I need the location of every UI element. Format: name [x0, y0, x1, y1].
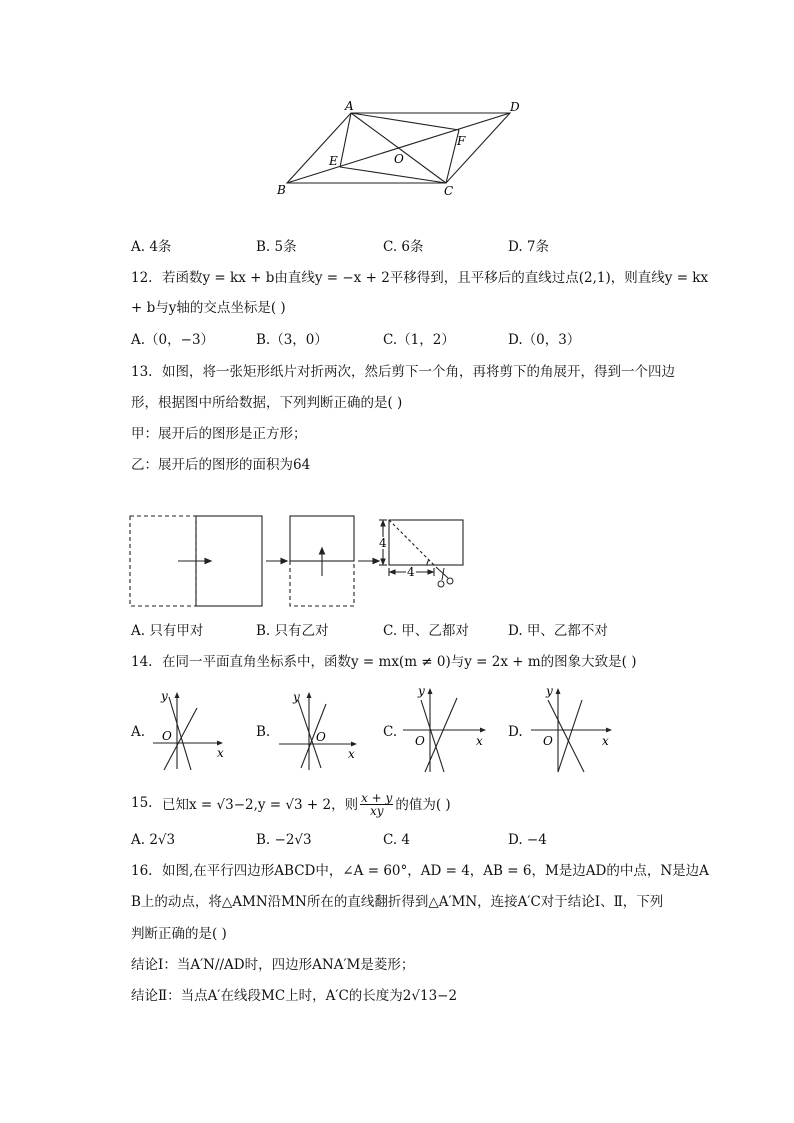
- q14-option-c-letter: C.: [383, 724, 398, 740]
- q11-option-a: A. 4条: [131, 239, 172, 255]
- fold2-arrow-head: [320, 548, 325, 554]
- q14-option-a-letter: A.: [131, 724, 146, 740]
- q15-line1: [162, 793, 451, 817]
- q13-option-a: A. 只有甲对: [131, 623, 204, 639]
- q13-number: 13.: [131, 364, 153, 380]
- svg-text:y: y: [418, 684, 425, 698]
- scissors-icon: [436, 567, 453, 587]
- q14-option-b-letter: B.: [256, 724, 271, 740]
- q12-option-d: D.（0，3）: [508, 332, 581, 348]
- q16-line1: 如图,在平行四边形ABCD中，∠A = 60°，AD = 4，AB = 6，M是边AD的中点，N是边A: [162, 863, 709, 879]
- paper-folding-figure: [126, 510, 466, 612]
- cut-line: [389, 520, 434, 565]
- q13-line1: 如图，将一张矩形纸片对折两次，然后剪下一个角，再将剪下的角展开，得到一个四边: [162, 364, 675, 380]
- q15-option-c: C. 4: [383, 832, 411, 848]
- step-arrow-1-head: [281, 559, 287, 564]
- q13-line2: 形，根据图中所给数据，下列判断正确的是( ): [131, 395, 403, 411]
- q14-number: 14.: [131, 654, 153, 670]
- q12-line1: 若函数y = kx + b由直线y = −x + 2平移得到，且平移后的直线过点(2,1)，则直线y = kx: [162, 270, 709, 286]
- label-o: O: [394, 152, 404, 166]
- q12-option-a: A.（0，−3）: [131, 332, 215, 348]
- segment-ae: [340, 113, 351, 167]
- dim-horizontal-label: 4: [407, 565, 415, 579]
- q14-graph-d: [528, 682, 618, 774]
- q16-conclusion-2: 结论Ⅱ：当点A′在线段MC上时，A′C的长度为2√13−2: [131, 988, 458, 1004]
- diagonal-bd: [287, 113, 510, 183]
- q12-option-c: C.（1，2）: [383, 332, 455, 348]
- q15-fraction: [360, 793, 393, 817]
- svg-text:x: x: [476, 734, 483, 748]
- q15-number: 15.: [131, 795, 153, 811]
- q14-graph-b: [276, 684, 361, 774]
- dim-horizontal-arrow-left: [390, 570, 395, 574]
- parallelogram-figure: [270, 95, 530, 200]
- q15-text-post: 的值为( ): [395, 797, 451, 813]
- q13-option-d: D. 甲、乙都不对: [508, 623, 608, 639]
- svg-text:O: O: [316, 730, 326, 744]
- q13-statement-b: 乙：展开后的图形的面积为64: [131, 457, 311, 473]
- svg-text:O: O: [543, 734, 553, 748]
- q14-option-d-letter: D.: [508, 724, 523, 740]
- q15-option-a: A. 2√3: [131, 832, 176, 848]
- cut-angle-arc: [427, 560, 429, 565]
- svg-text:x: x: [348, 747, 355, 761]
- q14-graph-a: [150, 684, 230, 774]
- label-c: C: [444, 184, 454, 198]
- svg-text:y: y: [546, 684, 553, 698]
- dim-vertical-arrow-down: [381, 559, 385, 564]
- q16-line2: B上的动点，将△AMN沿MN所在的直线翻折得到△A′MN，连接A′C对于结论Ⅰ、Ⅱ，下列: [131, 894, 664, 910]
- dim-horizontal-arrow-right: [428, 570, 433, 574]
- segment-ec: [340, 167, 446, 183]
- q15-option-b: B. −2√3: [256, 832, 312, 848]
- label-a: A: [345, 99, 354, 113]
- svg-text:x: x: [217, 746, 224, 760]
- q15-fraction-numerator: x + y: [361, 791, 393, 805]
- label-b: B: [277, 183, 286, 197]
- fold3-rect: [389, 520, 463, 565]
- svg-text:x: x: [602, 734, 609, 748]
- segment-af: [351, 113, 459, 130]
- fold1-arrow-head: [205, 559, 211, 564]
- svg-text:O: O: [415, 734, 425, 748]
- svg-text:y: y: [293, 690, 300, 704]
- q13-option-c: C. 甲、乙都对: [383, 623, 469, 639]
- q11-option-b: B. 5条: [256, 239, 297, 255]
- q15-option-d: D. −4: [508, 832, 547, 848]
- q14-line1: 在同一平面直角坐标系中，函数y = mx(m ≠ 0)与y = 2x + m的图象大致是( ): [162, 654, 637, 670]
- step-arrow-2-head: [373, 559, 379, 564]
- q11-option-d: D. 7条: [508, 239, 550, 255]
- q12-line2: + b与y轴的交点坐标是( ): [131, 300, 286, 316]
- q13-option-b: B. 只有乙对: [256, 623, 329, 639]
- label-e: E: [329, 154, 338, 168]
- label-d: D: [510, 100, 520, 114]
- q12-option-b: B.（3，0）: [256, 332, 328, 348]
- q15-fraction-denominator: xy: [369, 804, 384, 818]
- q16-number: 16.: [131, 863, 153, 879]
- q16-conclusion-1: 结论Ⅰ：当A′N//AD时，四边形ANA′M是菱形；: [131, 957, 415, 973]
- q14-graph-c: [400, 682, 492, 774]
- svg-text:y: y: [161, 689, 168, 703]
- svg-text:O: O: [162, 729, 172, 743]
- dim-vertical-arrow-up: [381, 521, 385, 526]
- q11-option-c: C. 6条: [383, 239, 424, 255]
- q13-statement-a: 甲：展开后的图形是正方形；: [131, 426, 307, 442]
- q12-number: 12.: [131, 270, 153, 286]
- q16-line3: 判断正确的是( ): [131, 926, 227, 942]
- dim-vertical-label: 4: [379, 536, 387, 550]
- q15-text-pre: 已知x = √3−2,y = √3 + 2，则: [162, 797, 359, 813]
- line-1: [169, 697, 191, 770]
- label-f: F: [457, 134, 466, 148]
